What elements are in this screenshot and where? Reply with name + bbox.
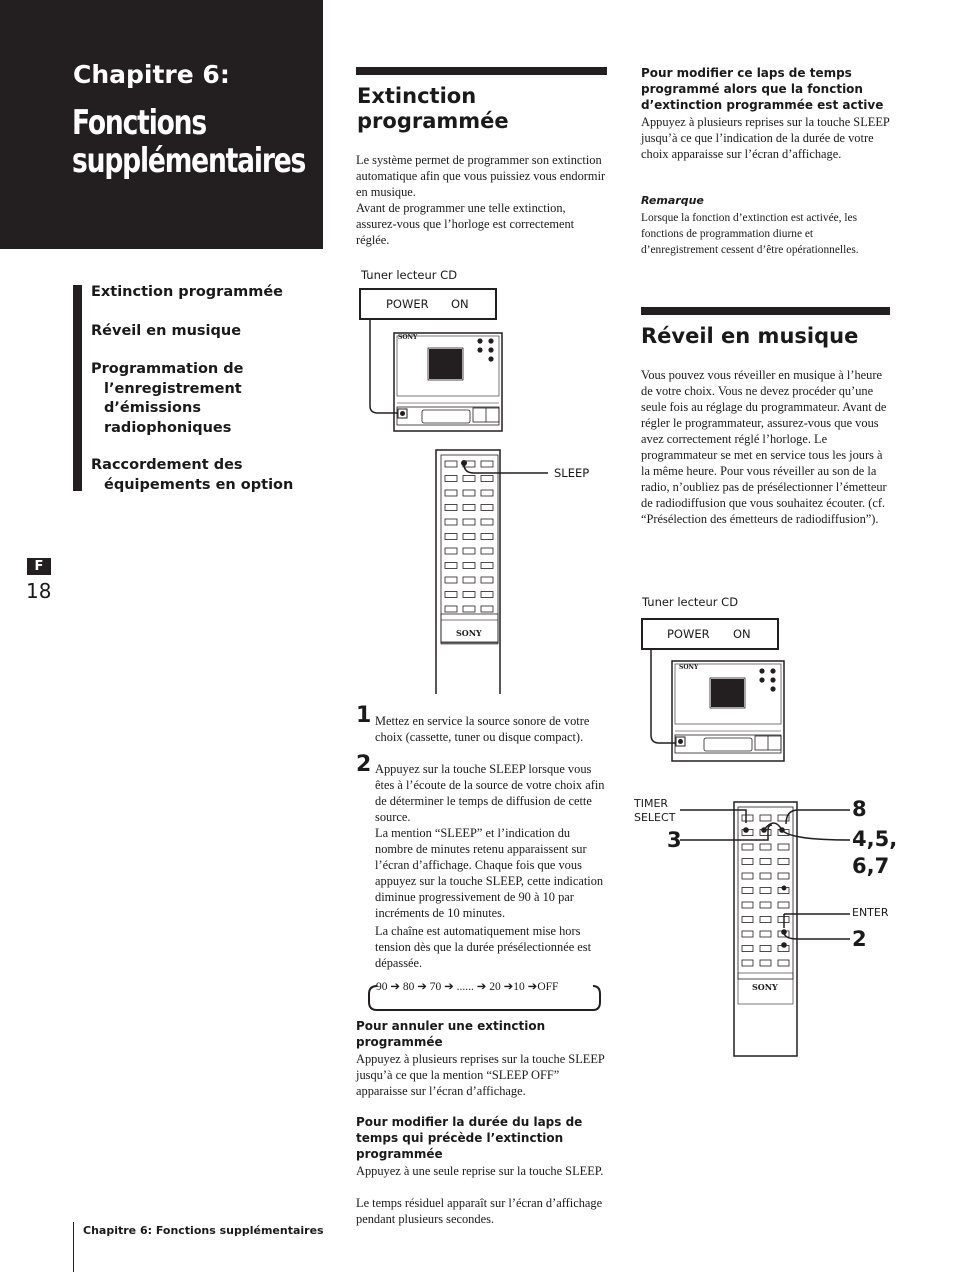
section-title-reveil: Réveil en musique <box>641 324 859 348</box>
modify-active-text: Appuyez à plusieurs reprises sur la touche SLEEP jusqu’à ce que l’indication de la durée de votre choix apparaisse sur l’écran d’affichage. <box>641 115 890 161</box>
remote-button <box>481 563 493 569</box>
remote-button <box>481 461 493 467</box>
remote-button <box>742 888 753 894</box>
remote-brand: SONY <box>456 628 482 638</box>
remote-button <box>445 548 457 554</box>
remote-button <box>778 859 789 865</box>
remote-button <box>445 606 457 612</box>
remote-brand-2: SONY <box>752 982 778 992</box>
extinction-intro: Le système permet de programmer son extinction automatique afin que vous puissiez vous endormir en musique. <box>356 153 606 199</box>
step-2-number: 2 <box>356 752 372 777</box>
timer-label-line-1: TIMER <box>634 797 669 810</box>
remote-button <box>760 902 771 908</box>
tuner-cd-unit-diagram-2 <box>640 617 790 765</box>
language-tab: F <box>27 558 51 575</box>
remote-button <box>760 917 771 923</box>
step-2-text: Appuyez sur la touche SLEEP lorsque vous êtes à l’écoute de la source de votre choix afin de déterminer le temps de diffusion de cette source. <box>375 762 605 824</box>
remote-button <box>445 461 457 467</box>
remote-button <box>445 476 457 482</box>
toc-item-programmation[interactable]: Programmation de l’enregistrement d’émissions radiophoniques <box>91 361 244 436</box>
remote-button <box>463 548 475 554</box>
remote-button <box>463 505 475 511</box>
reveil-text: Vous pouvez vous réveiller en musique à l’heure de votre choix. Vous ne devez procéder qu’une seule fois au réglage du programmateur. Avant de régler le programmateur, assurez-vous que vous avez correctement réglé l’horloge. Le programmateur se met en service tous les jours à la même heure. Pour vous réveiller au son de la radio, n’oubliez pas de présélectionner l’émetteur de radiodiffusion que vous souhaitez écouter. (cf. “Présélection des émetteurs de radiodiffusion”). <box>641 368 887 526</box>
enter-label: ENTER <box>852 906 889 919</box>
remote-button <box>760 888 771 894</box>
remote-button <box>742 960 753 966</box>
callout-6-7: 6,7 <box>852 854 890 878</box>
remote-button <box>760 960 771 966</box>
power-label-2: POWER <box>667 627 710 641</box>
remote-control-diagram-2 <box>680 798 850 1058</box>
remote-button <box>742 931 753 937</box>
sleep-label: SLEEP <box>554 466 590 480</box>
callout-8: 8 <box>852 797 867 821</box>
callout-3: 3 <box>667 828 682 852</box>
note-heading: Remarque <box>641 194 704 207</box>
chapter-label: Chapitre 6: <box>73 60 230 89</box>
figure-label-2: Tuner lecteur CD <box>642 595 739 609</box>
extinction-intro-2: Avant de programmer une telle extinction, assurez-vous que l’horloge est correctement réglée. <box>356 201 575 247</box>
remote-button <box>760 859 771 865</box>
remote-button <box>481 548 493 554</box>
on-label-2: ON <box>733 627 751 641</box>
remote-button <box>760 946 771 952</box>
remote-button <box>445 577 457 583</box>
remote-button <box>481 577 493 583</box>
remote-control-diagram <box>430 446 560 696</box>
tuner-cd-unit-diagram <box>358 287 508 435</box>
remote-button <box>742 902 753 908</box>
remote-button <box>463 606 475 612</box>
remote-button <box>481 505 493 511</box>
remote-button <box>463 490 475 496</box>
remote-button <box>742 815 753 821</box>
remote-button <box>481 606 493 612</box>
remote-button <box>742 844 753 850</box>
remote-button <box>463 519 475 525</box>
modify-text: Appuyez à une seule reprise sur la touche SLEEP. <box>356 1164 604 1178</box>
brand-logo: SONY <box>398 334 418 341</box>
figure-label: Tuner lecteur CD <box>361 268 458 282</box>
modify-active-heading: Pour modifier ce laps de temps programmé alors que la fonction d’extinction programmée est active <box>641 66 884 112</box>
cancel-heading: Pour annuler une extinction programmée <box>356 1019 546 1049</box>
remote-button <box>760 844 771 850</box>
toc-item-extinction[interactable]: Extinction programmée <box>91 284 284 300</box>
step-2-auto-off: La chaîne est automatiquement mise hors tension dès que la durée présélectionnée est dépassée. <box>375 924 592 970</box>
remote-button <box>778 902 789 908</box>
remote-button <box>481 519 493 525</box>
remote-button <box>760 815 771 821</box>
step-1-number: 1 <box>356 703 372 728</box>
remote-button <box>463 563 475 569</box>
remote-button <box>445 563 457 569</box>
cancel-text: Appuyez à plusieurs reprises sur la touche SLEEP jusqu’à ce que la mention “SLEEP OFF” apparaisse sur l’écran d’affichage. <box>356 1052 605 1098</box>
step-2-detail: La mention “SLEEP” et l’indication du nombre de minutes retenu apparaissent sur l’écran d’affichage. Chaque fois que vous appuyez sur la touche SLEEP, cette indication diminue progressivement de 90 à 10 par incréments de 10 minutes. <box>375 826 604 920</box>
on-label: ON <box>451 297 469 311</box>
remote-button <box>463 577 475 583</box>
remote-button <box>463 534 475 540</box>
note-text: Lorsque la fonction d’extinction est activée, les fonctions de programmation diurne et d’enregistrement cessent d’être opérationnelles. <box>641 212 859 256</box>
remote-button <box>742 917 753 923</box>
remote-button <box>778 873 789 879</box>
remote-button <box>445 534 457 540</box>
remote-button <box>445 592 457 598</box>
section-rule-reveil <box>641 307 890 315</box>
footer-rule <box>73 1222 74 1272</box>
page-number: 18 <box>26 579 52 603</box>
remote-button <box>463 592 475 598</box>
brand-logo-2: SONY <box>679 664 699 671</box>
modify-text-2: Le temps résiduel apparaît sur l’écran d’affichage pendant plusieurs secondes. <box>356 1196 603 1226</box>
power-label: POWER <box>386 297 429 311</box>
remote-button <box>445 490 457 496</box>
modify-heading: Pour modifier la durée du laps de temps qui précède l’extinction programmée <box>356 1115 583 1161</box>
remote-button <box>481 592 493 598</box>
timer-label-line-2: SELECT <box>634 811 676 824</box>
step-1-text: Mettez en service la source sonore de votre choix (cassette, tuner ou disque compact). <box>375 714 590 744</box>
remote-button <box>760 931 771 937</box>
callout-2: 2 <box>852 927 867 951</box>
remote-button <box>481 534 493 540</box>
toc-item-reveil[interactable]: Réveil en musique <box>91 323 242 339</box>
remote-button <box>760 873 771 879</box>
remote-button <box>445 519 457 525</box>
remote-button <box>778 960 789 966</box>
remote-button <box>778 844 789 850</box>
remote-button <box>481 476 493 482</box>
toc-bar <box>73 285 82 491</box>
section-title-extinction: Extinction programmée <box>357 84 509 133</box>
remote-button <box>481 490 493 496</box>
callout-4-5: 4,5, <box>852 827 898 851</box>
remote-button <box>742 946 753 952</box>
remote-button <box>742 859 753 865</box>
remote-button <box>463 476 475 482</box>
sleep-sequence: 90 ➔ 80 ➔ 70 ➔ ...... ➔ 20 ➔10 ➔OFF <box>376 981 559 993</box>
chapter-title: Fonctions supplémentaires <box>72 103 306 181</box>
remote-button <box>445 505 457 511</box>
section-rule <box>356 67 607 75</box>
footer-text: Chapitre 6: Fonctions supplémentaires <box>83 1224 324 1237</box>
remote-button <box>742 873 753 879</box>
toc-item-raccordement[interactable]: Raccordement des équipements en option <box>91 457 294 493</box>
